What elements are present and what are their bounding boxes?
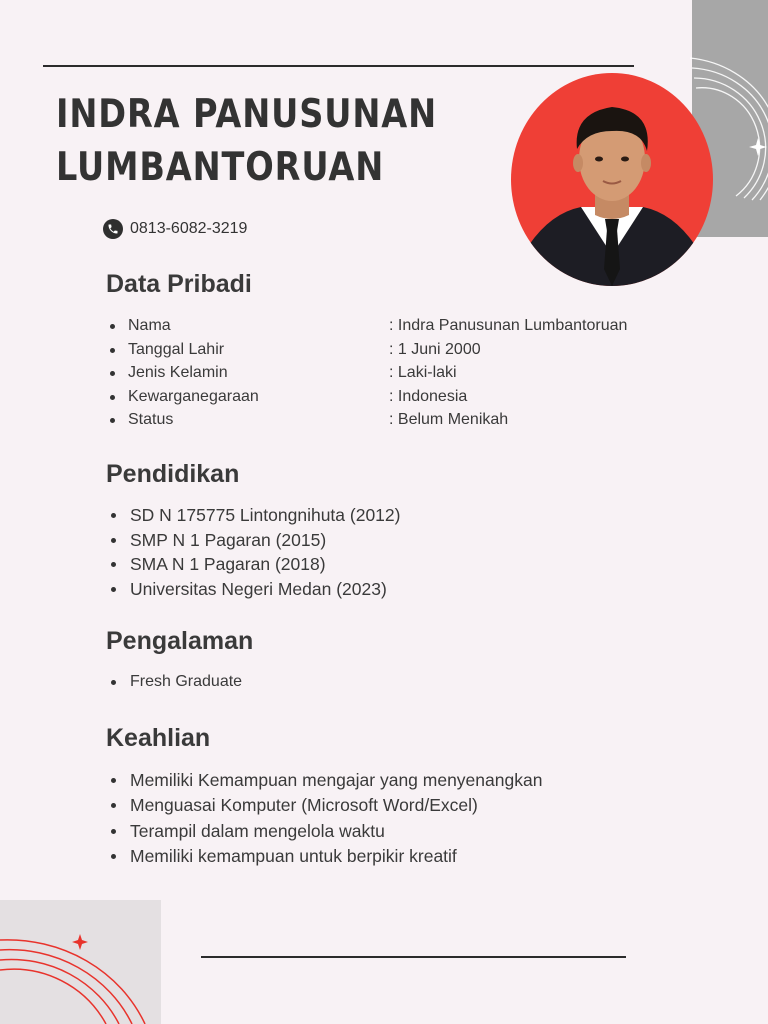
profile-photo bbox=[511, 73, 713, 286]
top-divider bbox=[43, 65, 634, 67]
field-value: : Indonesia bbox=[389, 387, 468, 405]
list-item: Fresh Graduate bbox=[110, 670, 242, 694]
list-item: Memiliki Kemampuan mengajar yang menyenangkan bbox=[110, 768, 542, 793]
list-item: SMA N 1 Pagaran (2018) bbox=[110, 552, 400, 577]
list-item: Terampil dalam mengelola waktu bbox=[110, 819, 542, 844]
candidate-name-line2: LUMBANTORUAN bbox=[56, 145, 385, 190]
list-item: Universitas Negeri Medan (2023) bbox=[110, 577, 400, 602]
field-value: : Laki-laki bbox=[389, 364, 457, 381]
phone-contact bbox=[103, 219, 247, 239]
candidate-name bbox=[56, 88, 437, 194]
field-label: Status bbox=[128, 411, 174, 428]
bottom-divider bbox=[201, 956, 626, 958]
decor-arcs-bottom-left-icon bbox=[0, 920, 170, 1024]
field-value: : Indra Panusunan Lumbantoruan bbox=[389, 317, 628, 334]
phone-number: 0813-6082-3219 bbox=[130, 220, 248, 237]
section-title-keahlian: Keahlian bbox=[106, 724, 211, 752]
section-title-pendidikan: Pendidikan bbox=[106, 460, 240, 488]
field-value: : Belum Menikah bbox=[389, 411, 509, 428]
section-title-pengalaman: Pengalaman bbox=[106, 627, 254, 655]
education-list bbox=[110, 503, 400, 602]
experience-list bbox=[110, 670, 242, 694]
field-label: Jenis Kelamin bbox=[128, 364, 228, 381]
list-item: SD N 175775 Lintongnihuta (2012) bbox=[110, 503, 400, 528]
field-value: : 1 Juni 2000 bbox=[389, 340, 481, 358]
phone-icon bbox=[103, 219, 123, 239]
list-item: SMP N 1 Pagaran (2015) bbox=[110, 528, 400, 553]
list-item: Memiliki kemampuan untuk berpikir kreatif bbox=[110, 844, 542, 869]
field-label: Kewarganegaraan bbox=[128, 387, 259, 405]
candidate-name-line1: INDRA PANUSUNAN bbox=[56, 92, 438, 137]
skills-list bbox=[110, 768, 542, 869]
section-title-data-pribadi: Data Pribadi bbox=[106, 270, 252, 298]
field-label: Tanggal Lahir bbox=[128, 340, 225, 358]
list-item: Menguasai Komputer (Microsoft Word/Excel) bbox=[110, 793, 542, 818]
field-label: Nama bbox=[128, 317, 171, 334]
